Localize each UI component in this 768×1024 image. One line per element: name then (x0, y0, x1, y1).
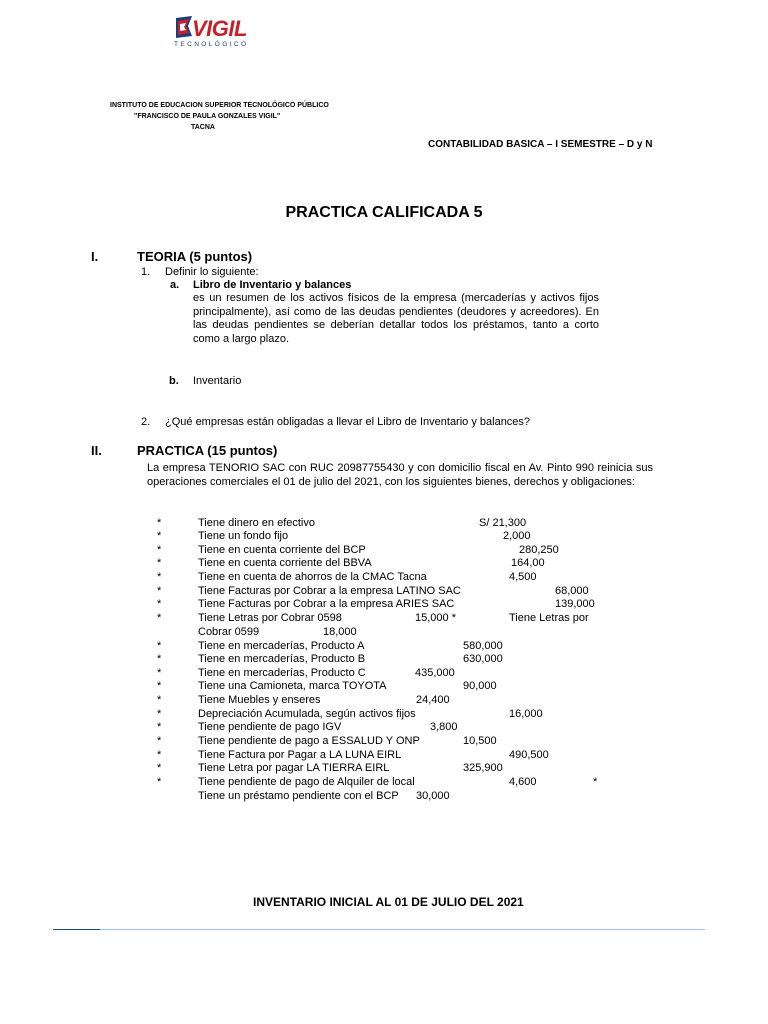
institute-name: INSTITUTO DE EDUCACION SUPERIOR TECNOLÓGICO PÚBLICO (110, 102, 329, 109)
item-text: Tiene Letras por Cobrar 0598 (198, 612, 342, 624)
practice-intro: La empresa TENORIO SAC con RUC 20987755430 y con domicilio fiscal en Av. Pinto 990 reinicia sus operaciones comerciales el 01 de julio del 2021, con los siguientes bienes, derechos y obligaciones: (147, 462, 653, 488)
item-row (0, 749, 768, 762)
item-amount: 630,000 (463, 653, 503, 665)
item-amount: 10,500 (463, 735, 497, 747)
item-row (0, 598, 768, 611)
item-amount: 435,000 (415, 667, 455, 679)
item-text: Tiene en cuenta corriente del BBVA (198, 557, 372, 569)
question-2-number: 2. (141, 416, 151, 428)
item-amount: 325,900 (463, 762, 503, 774)
item-row (0, 721, 768, 734)
section-2-title: PRACTICA (15 puntos) (137, 443, 278, 458)
item-row (0, 762, 768, 775)
footer-rule-accent (53, 929, 100, 930)
item-text: Tiene pendiente de pago de Alquiler de local (198, 776, 415, 788)
item-amount: 3,800 (430, 721, 458, 733)
item-b-title: Inventario (193, 375, 242, 387)
item-text: Tiene en cuenta de ahorros de la CMAC Tacna (198, 571, 427, 583)
vigil-logo (170, 14, 250, 54)
item-row (0, 708, 768, 721)
logo-subtitle: TECNOLÓGICO (174, 41, 249, 48)
item-bullet: * (157, 708, 162, 720)
item-amount: 280,250 (519, 544, 559, 556)
item-text: Tiene un fondo fijo (198, 530, 289, 542)
item-amount: 30,000 (416, 790, 450, 802)
item-text: Tiene en mercaderías, Producto A (198, 640, 365, 652)
item-amount: 490,500 (509, 749, 549, 761)
section-1-number: I. (91, 249, 99, 264)
item-amount: 580,000 (463, 640, 503, 652)
item-text: Tiene Letra por pagar LA TIERRA EIRL (198, 762, 390, 774)
item-bullet: * (157, 653, 162, 665)
item-bullet: * (157, 544, 162, 556)
item-bullet: * (157, 530, 162, 542)
item-extra: Tiene Letras por (509, 612, 589, 624)
section-1-title: TEORIA (5 puntos) (137, 249, 253, 264)
item-row (0, 571, 768, 584)
item-a-body: es un resumen de los activos físicos de la empresa (mercaderías y activos fijos principalmente), así como de las deudas pendientes (deudores y acreedores). En las deudas pendientes se deberían detallar todos los préstamos, tanto a corto como a largo plazo. (193, 292, 599, 345)
question-1-number: 1. (141, 266, 151, 278)
item-amount: 24,400 (416, 694, 450, 706)
footer-rule (100, 929, 705, 930)
item-row (0, 517, 768, 530)
item-bullet: * (157, 612, 162, 624)
item-amount: S/ 21,300 (479, 517, 527, 529)
item-text: Tiene Facturas por Cobrar a la empresa ARIES SAC (198, 598, 455, 610)
item-amount: 2,000 (503, 530, 531, 542)
item-text: Tiene en mercaderías, Producto C (198, 667, 366, 679)
item-text: Tiene dinero en efectivo (198, 517, 315, 529)
item-bullet: * (157, 557, 162, 569)
item-text: Tiene Factura por Pagar a LA LUNA EIRL (198, 749, 402, 761)
question-2-text: ¿Qué empresas están obligadas a llevar el Libro de Inventario y balances? (165, 416, 531, 428)
city-name: TACNA (191, 124, 215, 131)
item-text: Tiene un préstamo pendiente con el BCP (198, 790, 399, 802)
question-1-text: Definir lo siguiente: (165, 266, 259, 278)
item-text: Tiene una Camioneta, marca TOYOTA (198, 680, 387, 692)
item-row (0, 585, 768, 598)
item-a-label: a. (170, 279, 180, 291)
item-amount: 139,000 (555, 598, 595, 610)
section-2-number: II. (91, 443, 102, 458)
item-row (0, 680, 768, 693)
page-title: PRACTICA CALIFICADA 5 (285, 204, 483, 221)
item-bullet: * (157, 667, 162, 679)
item-amount: 18,000 (323, 626, 357, 638)
item-amount: 4,600 (509, 776, 537, 788)
item-row (0, 530, 768, 543)
item-bullet: * (157, 694, 162, 706)
item-bullet: * (157, 517, 162, 529)
item-bullet: * (157, 721, 162, 733)
item-text: Tiene pendiente de pago IGV (198, 721, 342, 733)
item-row (0, 667, 768, 680)
item-text: Tiene pendiente de pago a ESSALUD Y ONP (198, 735, 420, 747)
inventory-title: INVENTARIO INICIAL AL 01 DE JULIO DEL 2021 (253, 895, 524, 909)
item-extra: * (593, 776, 598, 788)
item-amount: 90,000 (463, 680, 497, 692)
item-b-label: b. (169, 375, 179, 387)
item-text: Tiene en mercaderías, Producto B (198, 653, 366, 665)
item-row (0, 544, 768, 557)
item-bullet: * (157, 749, 162, 761)
item-bullet: * (157, 776, 162, 788)
item-row (0, 776, 768, 789)
item-row (0, 694, 768, 707)
item-amount: 4,500 (509, 571, 537, 583)
item-text: Tiene Muebles y enseres (198, 694, 321, 706)
logo-word: VIGIL (192, 16, 247, 41)
item-bullet: * (157, 598, 162, 610)
item-amount: 16,000 (509, 708, 543, 720)
item-amount: 15,000 * (415, 612, 456, 624)
item-amount: 164,00 (511, 557, 545, 569)
item-text: Tiene Facturas por Cobrar a la empresa LATINO SAC (198, 585, 461, 597)
item-bullet: * (157, 571, 162, 583)
item-text: Tiene en cuenta corriente del BCP (198, 544, 366, 556)
item-text: Cobrar 0599 (198, 626, 260, 638)
item-text: Depreciación Acumulada, según activos fijos (198, 708, 416, 720)
item-a-title: Libro de Inventario y balances (193, 279, 352, 291)
item-row (0, 640, 768, 653)
item-row (0, 557, 768, 570)
item-row (0, 653, 768, 666)
item-row (0, 790, 768, 803)
item-row (0, 735, 768, 748)
item-row (0, 612, 768, 625)
item-bullet: * (157, 735, 162, 747)
item-bullet: * (157, 640, 162, 652)
item-bullet: * (157, 680, 162, 692)
item-row (0, 626, 768, 639)
school-name: "FRANCISCO DE PAULA GONZALES VIGIL" (134, 113, 281, 120)
item-bullet: * (157, 585, 162, 597)
item-amount: 68,000 (555, 585, 589, 597)
course-line: CONTABILIDAD BASICA – I SEMESTRE – D y N (428, 139, 653, 150)
item-bullet: * (157, 762, 162, 774)
